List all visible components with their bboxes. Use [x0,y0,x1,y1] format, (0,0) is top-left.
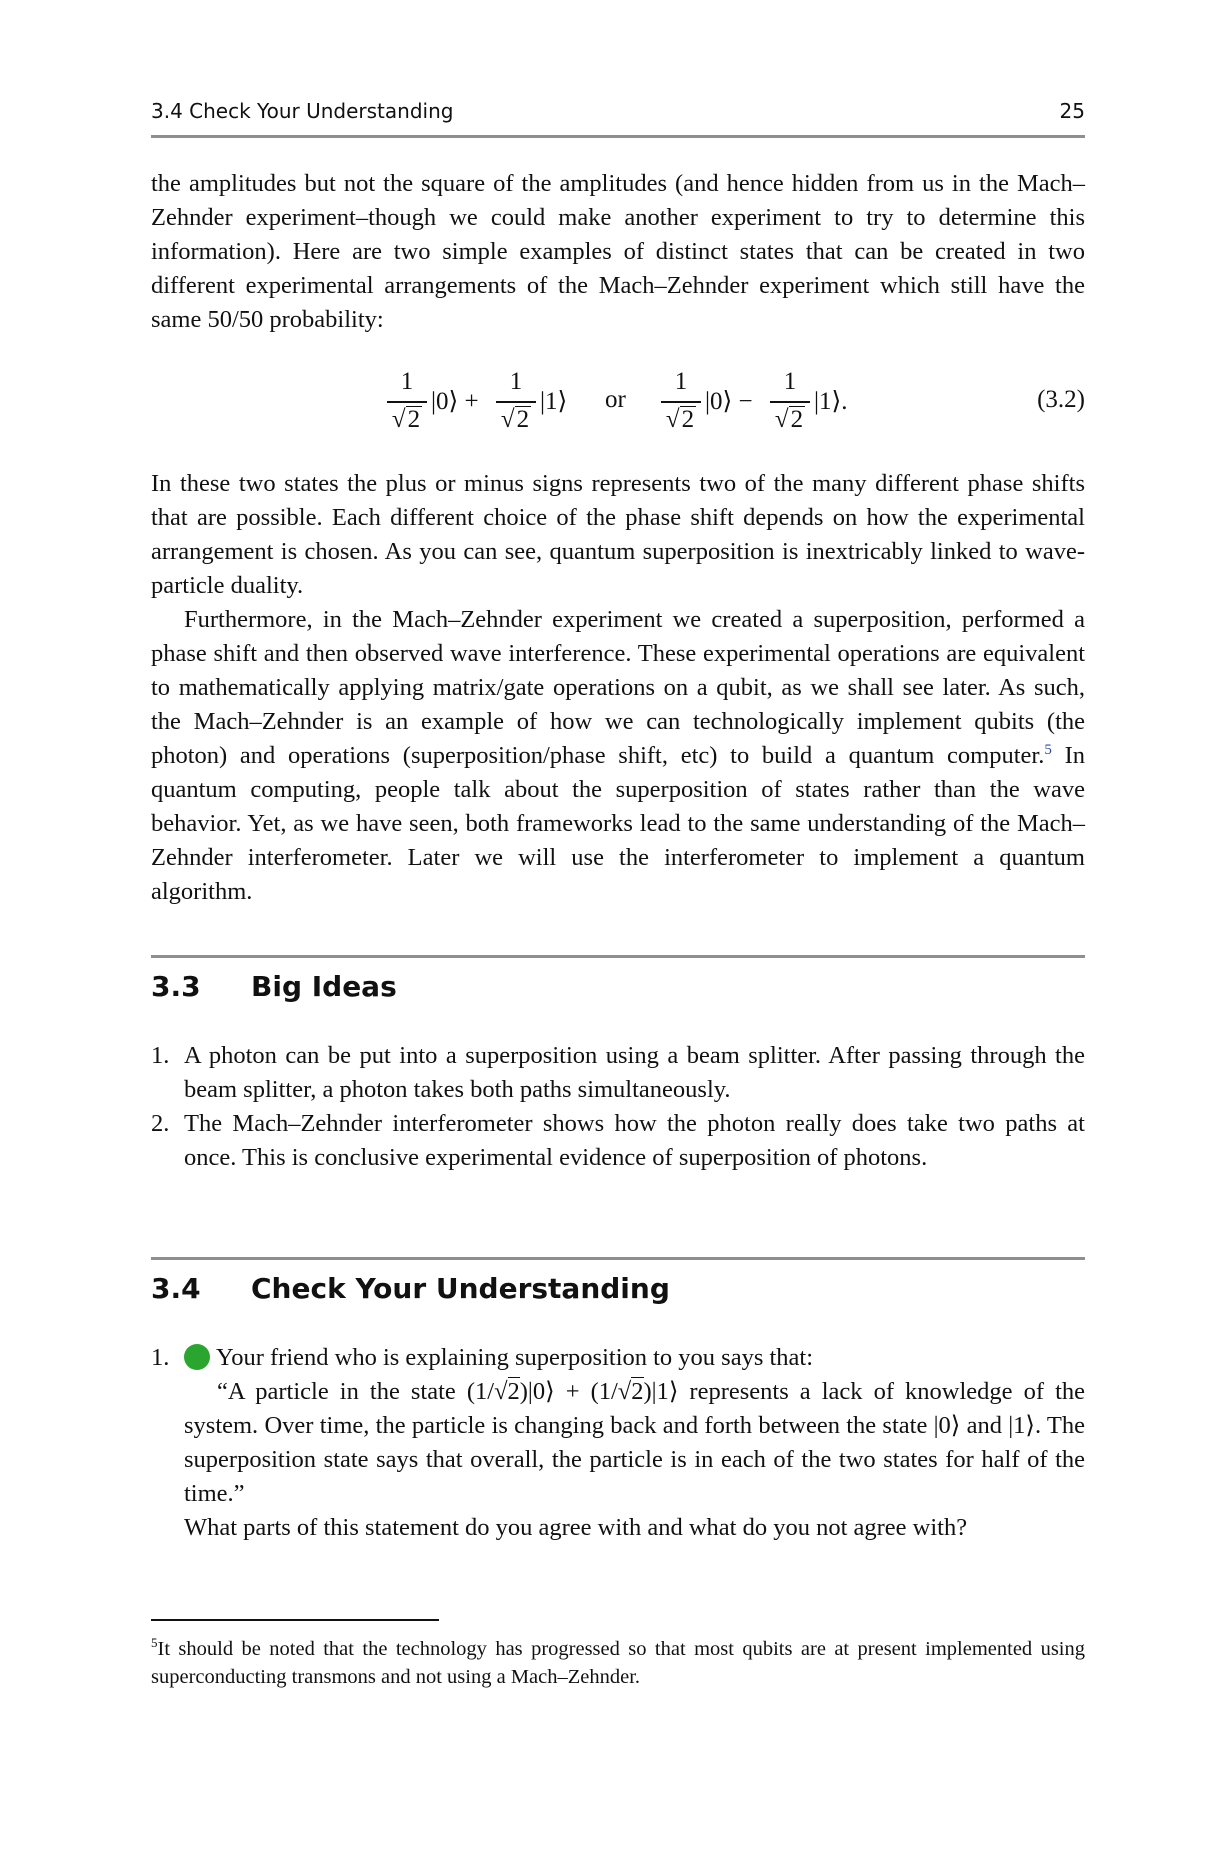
list-item-text: A photon can be put into a superposition using a beam splitter. After passing through the beam splitter, a photon takes both paths simultaneously. [184,1042,1085,1103]
body-paragraph [151,603,1085,909]
fraction: 1 √2 [770,366,810,435]
footnote-reference[interactable]: 5 [1044,741,1052,758]
equation-number: (3.2) [1037,386,1085,413]
exercise-question: What parts of this statement do you agree with and what do you not agree with? [184,1514,968,1541]
section-title: Big Ideas [251,970,397,1003]
exercise-item [151,1341,1085,1545]
body-paragraph [151,467,1085,603]
body-paragraph [151,167,1085,337]
difficulty-dot-icon [184,1344,210,1370]
ket-one: |1⟩ [540,388,568,415]
footnote-text: It should be noted that the technology has progressed so that most qubits are at present implemented using superconducting transmons and not using a Mach–Zehnder. [151,1637,1085,1688]
header-rule [151,135,1085,138]
ket-one-period: |1⟩. [814,388,848,415]
paragraph-phase-shifts: In these two states the plus or minus signs represents two of the many different phase shifts that are possible. Each different choice of the phase shift depends on how the experimental arrangement is chosen. As you can see, quantum superposition is inextricably linked to wave-particle duality. [151,470,1085,599]
equation-3-2 [151,366,1085,452]
exercise-body [184,1341,1085,1545]
list-marker: 2. [151,1110,170,1137]
exercise-intro: Your friend who is explaining superposition to you says that: [184,1341,1085,1375]
footnote [151,1629,1085,1691]
list-item-text: The Mach–Zehnder interferometer shows how the photon really does take two paths at once. This is conclusive experimental evidence of superposition of photons. [184,1110,1085,1171]
ket-zero-minus: |0⟩ − [705,388,753,415]
running-head [151,97,1085,127]
fraction: 1 √2 [661,366,701,435]
section-rule [151,1257,1085,1260]
fraction: 1 √2 [387,366,427,435]
page-number: 25 [1059,99,1085,123]
section-number: 3.3 [151,970,201,1003]
list-item [151,1039,1085,1107]
footnote-number: 5 [151,1635,158,1650]
ket-zero-plus: |0⟩ + [431,388,479,415]
section-title: Check Your Understanding [251,1272,670,1305]
section-rule [151,955,1085,958]
paragraph-amplitudes: the amplitudes but not the square of the amplitudes (and hence hidden from us in the Mach–Zehnder experiment–though we could make another experiment to try to determine this information). Here are two simple examples of distinct states that can be created in two different experimental arrangements of the Mach–Zehnder experiment which still have the same 50/50 probability: [151,170,1085,333]
exercise-marker: 1. [151,1344,170,1371]
footnote-rule [151,1619,439,1621]
list-marker: 1. [151,1042,170,1069]
section-number: 3.4 [151,1272,201,1305]
exercise-quote: “A particle in the state (1/√2)|0⟩ + (1/√2)|1⟩ represents a lack of knowledge of the system. Over time, the particle is changing back and forth between the state |0⟩ and |1⟩. The superposition state says that overall, the particle is in each of the two states for half of the time.” [184,1378,1086,1507]
fraction: 1 √2 [496,366,536,435]
paragraph-mach-zehnder: Furthermore, in the Mach–Zehnder experiment we created a superposition, performed a phase shift and then observed wave interference. These experimental operations are equivalent to mathematically applying matrix/gate operations on a qubit, as we shall see later. As such, the Mach–Zehnder is an example of how we can technologically implement qubits (the photon) and operations (superposition/phase shift, etc) to build a quantum computer.$^5$ In quantum computing, people talk about the superposition of states rather than the wave behavior. Yet, as we have seen, both frameworks lead to the same understanding of the Mach–Zehnder interferometer. Later we will use the interferometer to implement a quantum algorithm. [151,606,1085,905]
list-item [151,1107,1085,1175]
equation-or: or [605,386,626,413]
running-head-section: 3.4 Check Your Understanding [151,99,454,123]
